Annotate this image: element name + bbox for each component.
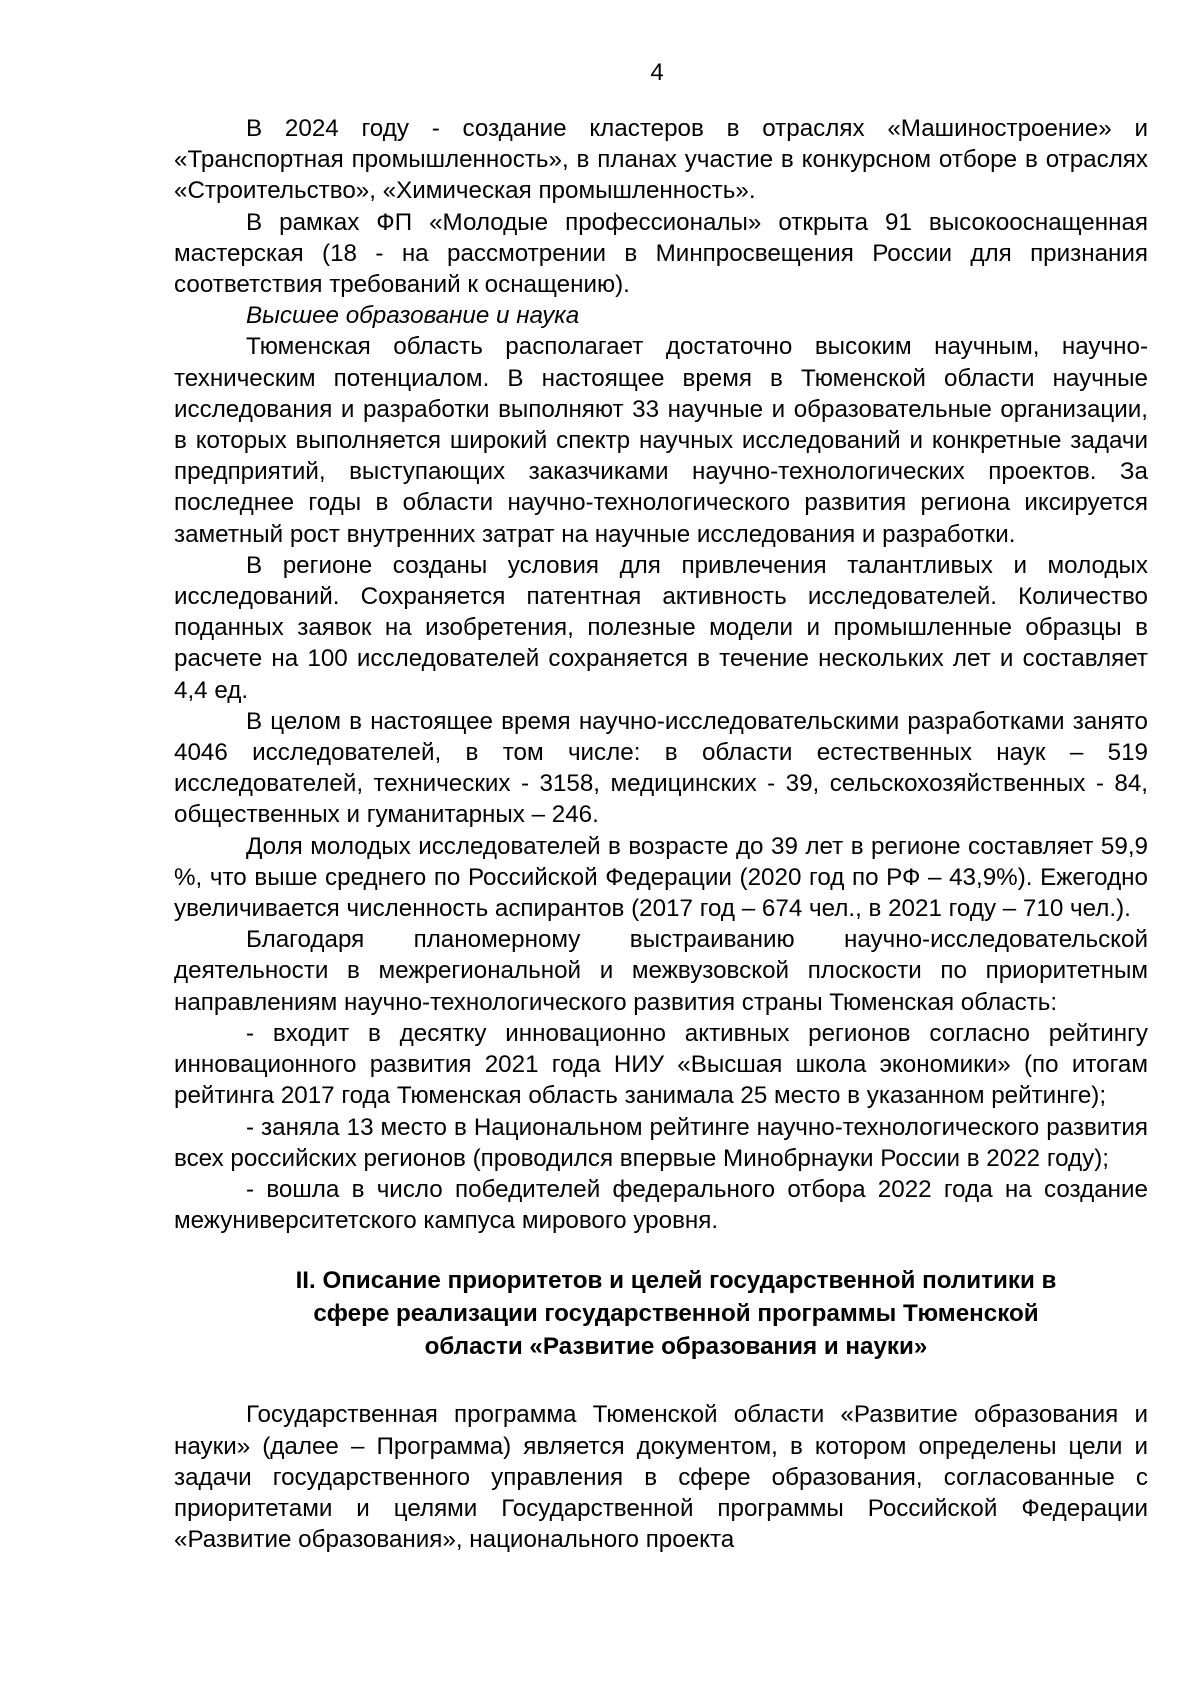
list-item-campus-selection: - вошла в число победителей федерального отбора 2022 года на создание межуниверситетского кампуса мирового уровня. — [174, 1175, 1148, 1235]
paragraph-young-professionals: В рамках ФП «Молодые профессионалы» открыта 91 высокооснащенная мастерская (18 - на рассмотрении в Минпросвещения России для признания соответствия требований к оснащению). — [174, 208, 1148, 299]
paragraph-researchers-count: В целом в настоящее время научно-исследовательскими разработками занято 4046 исследователей, в том числе: в области естественных наук – 519 исследователей, технических - 3158, медицинских - 39, сельскохозяйственных - 84, общественных и гуманитарных – 246. — [174, 707, 1148, 829]
paragraph-scientific-potential: Тюменская область располагает достаточно высоким научным, научно-техническим потенциалом. В настоящее время в Тюменской области научные исследования и разработки выполняют 33 научные и образовательные организации, в которых выполняется широкий спектр научных исследований и конкретные задачи предприятий, выступающих заказчиками научно-технологических проектов. За последнее годы в области научно-технологического развития региона иксируется заметный рост внутренних затрат на научные исследования и разработки. — [174, 333, 1148, 548]
section-title: II. Описание приоритетов и целей государственной политики в сфере реализации государственной программы Тюменской области «Развитие образования и науки» — [295, 1267, 1057, 1361]
document-body — [174, 113, 1148, 1555]
list-item-national-rating: - заняла 13 место в Национальном рейтинге научно-технологического развития всех российских регионов (проводился впервые Минобрнауки России в 2022 году); — [174, 1113, 1148, 1172]
subheading-higher-education: Высшее образование и наука — [246, 302, 580, 330]
list-item-innovation-rating: - входит в десятку инновационно активных регионов согласно рейтингу инновационного развития 2021 года НИУ «Высшая школа экономики» (по итогам рейтинга 2017 года Тюменская область занимала 25 место в указанном рейтинге); — [174, 1019, 1148, 1110]
paragraph-young-researchers-share: Доля молодых исследователей в возрасте до 39 лет в регионе составляет 59,9 %, что выше среднего по Российской Федерации (2020 год по РФ – 43,9%). Ежегодно увеличивается численность аспирантов (2017 год – 674 чел., в 2021 году – 710 чел.). — [174, 832, 1148, 923]
page-number: 4 — [650, 59, 664, 86]
paragraph-systematic-development: Благодаря планомерному выстраиванию научно-исследовательской деятельности в межрегиональной и межвузовской плоскости по приоритетным направлениям научно-технологического развития страны Тюменская область: — [174, 926, 1148, 1016]
paragraph-talent-conditions: В регионе созданы условия для привлечения талантливых и молодых исследований. Сохраняется патентная активность исследователей. Количество поданных заявок на изобретения, полезные модели и промышленные образцы в расчете на 100 исследователей сохраняется в течение нескольких лет и составляет 4,4 ед. — [174, 551, 1148, 704]
paragraph-program-description: Государственная программа Тюменской области «Развитие образования и науки» (далее – Программа) является документом, в котором определены цели и задачи государственного управления в сфере образования, согласованные с приоритетами и целями Государственной программы Российской Федерации «Развитие образования», национального проекта — [174, 1401, 1148, 1554]
paragraph-clusters: В 2024 году - создание кластеров в отраслях «Машиностроение» и «Транспортная промышленность», в планах участие в конкурсном отборе в отраслях «Строительство», «Химическая промышленность». — [174, 115, 1148, 205]
section-spacer — [174, 1363, 1148, 1399]
